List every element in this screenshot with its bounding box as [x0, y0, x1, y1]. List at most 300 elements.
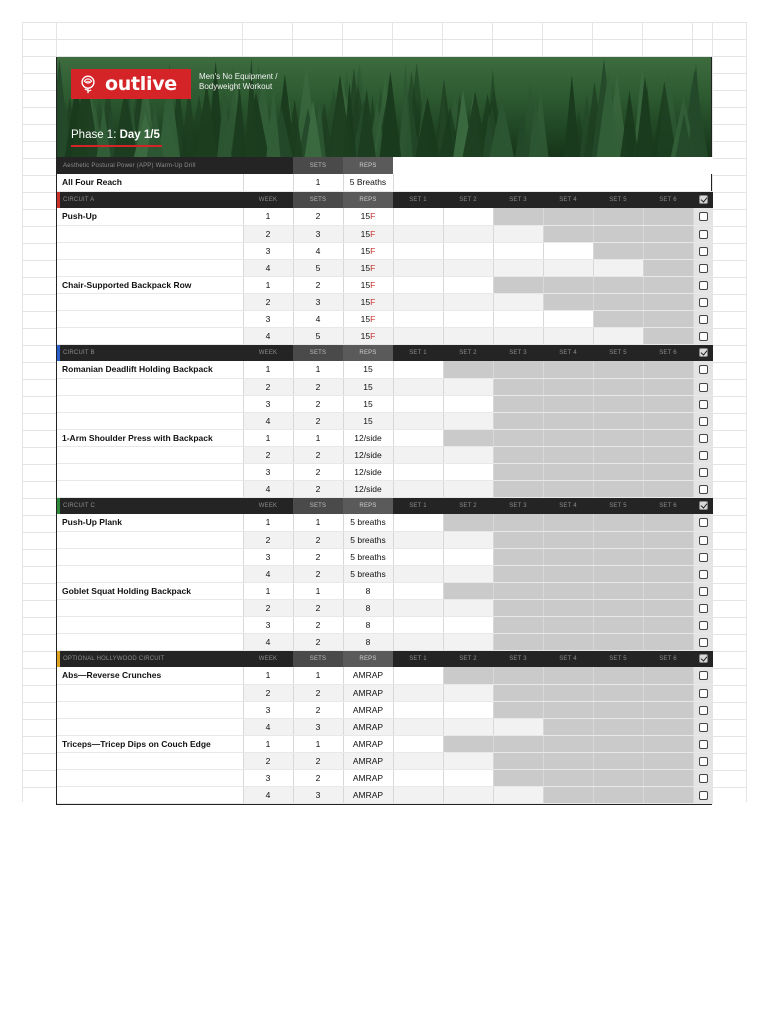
week-value: 2 — [243, 752, 293, 769]
set-6-input-cell[interactable] — [643, 327, 693, 344]
exercise-name: Goblet Squat Holding Backpack — [57, 582, 243, 599]
reps-suffix: F — [370, 330, 376, 341]
set-1-input-cell[interactable] — [393, 701, 443, 718]
row-complete-checkbox[interactable] — [699, 281, 708, 290]
set-6-column-header: SET 6 — [643, 650, 693, 667]
set-1-input-cell[interactable] — [393, 361, 443, 378]
reps-value — [343, 463, 393, 480]
set-3-input-cell[interactable] — [493, 531, 543, 548]
set-1-input-cell[interactable] — [393, 531, 443, 548]
set-1-input-cell[interactable] — [393, 259, 443, 276]
reps-number: 15 — [363, 364, 373, 375]
row-complete-checkbox[interactable] — [699, 212, 708, 221]
set-5-input-cell[interactable] — [593, 208, 643, 225]
set-3-input-cell[interactable] — [493, 242, 543, 259]
exercise-row — [57, 514, 713, 531]
set-6-input-cell[interactable] — [643, 208, 693, 225]
set-4-input-cell[interactable] — [543, 327, 593, 344]
sets-column-header: SETS — [293, 344, 343, 361]
set-2-input-cell[interactable] — [443, 293, 493, 310]
set-6-input-cell[interactable] — [643, 735, 693, 752]
row-complete-checkbox[interactable] — [699, 774, 708, 783]
set-3-input-cell[interactable] — [493, 616, 543, 633]
row-complete-checkbox[interactable] — [699, 671, 708, 680]
reps-number: 12/side — [354, 449, 382, 460]
set-2-input-cell[interactable] — [443, 684, 493, 701]
reps-value — [343, 293, 393, 310]
set-3-input-cell[interactable] — [493, 293, 543, 310]
set-3-input-cell[interactable] — [493, 769, 543, 786]
reps-number: 15 — [360, 296, 371, 307]
set-2-input-cell[interactable] — [443, 463, 493, 480]
row-complete-checkbox[interactable] — [699, 587, 708, 596]
exercise-name: Abs—Reverse Crunches — [57, 667, 243, 684]
sets-value: 1 — [293, 667, 343, 684]
reps-number: 12/side — [354, 466, 382, 477]
set-5-input-cell[interactable] — [593, 735, 643, 752]
set-4-input-cell[interactable] — [543, 633, 593, 650]
set-5-input-cell[interactable] — [593, 633, 643, 650]
set-3-input-cell[interactable] — [493, 599, 543, 616]
reps-number: 15 — [363, 415, 373, 426]
set-6-input-cell[interactable] — [643, 446, 693, 463]
reps-number: 15 — [360, 228, 371, 239]
set-5-input-cell[interactable] — [593, 463, 643, 480]
set-1-input-cell[interactable] — [393, 599, 443, 616]
set-5-input-cell[interactable] — [593, 786, 643, 803]
week-value: 3 — [243, 463, 293, 480]
set-6-input-cell[interactable] — [643, 752, 693, 769]
set-4-input-cell[interactable] — [543, 446, 593, 463]
set-3-input-cell[interactable] — [493, 361, 543, 378]
set-5-input-cell[interactable] — [593, 752, 643, 769]
set-1-input-cell[interactable] — [393, 684, 443, 701]
set-3-input-cell[interactable] — [493, 718, 543, 735]
set-2-input-cell[interactable] — [443, 769, 493, 786]
set-3-input-cell[interactable] — [493, 327, 543, 344]
set-6-input-cell[interactable] — [643, 599, 693, 616]
set-2-input-cell[interactable] — [443, 429, 493, 446]
set-3-input-cell[interactable] — [493, 225, 543, 242]
set-6-input-cell[interactable] — [643, 259, 693, 276]
set-1-input-cell[interactable] — [393, 463, 443, 480]
set-2-input-cell[interactable] — [443, 633, 493, 650]
exercise-name-cell — [57, 395, 243, 412]
set-2-input-cell[interactable] — [443, 701, 493, 718]
set-4-input-cell[interactable] — [543, 208, 593, 225]
set-5-input-cell[interactable] — [593, 293, 643, 310]
set-2-input-cell[interactable] — [443, 786, 493, 803]
exercise-row — [57, 293, 713, 310]
set-5-input-cell[interactable] — [593, 684, 643, 701]
exercise-row — [57, 463, 713, 480]
set-2-input-cell[interactable] — [443, 752, 493, 769]
set-4-input-cell[interactable] — [543, 616, 593, 633]
set-1-column-header: SET 1 — [393, 650, 443, 667]
warmup-sets-header: SETS — [293, 157, 343, 174]
set-1-input-cell[interactable] — [393, 769, 443, 786]
row-complete-checkbox[interactable] — [699, 723, 708, 732]
set-4-input-cell[interactable] — [543, 276, 593, 293]
set-1-input-cell[interactable] — [393, 242, 443, 259]
row-complete-checkbox[interactable] — [699, 383, 708, 392]
set-4-input-cell[interactable] — [543, 718, 593, 735]
exercise-row — [57, 667, 713, 684]
set-5-input-cell[interactable] — [593, 378, 643, 395]
set-5-input-cell[interactable] — [593, 531, 643, 548]
set-5-input-cell[interactable] — [593, 514, 643, 531]
set-1-input-cell[interactable] — [393, 786, 443, 803]
set-1-input-cell[interactable] — [393, 548, 443, 565]
set-2-input-cell[interactable] — [443, 225, 493, 242]
set-4-input-cell[interactable] — [543, 293, 593, 310]
set-6-input-cell[interactable] — [643, 633, 693, 650]
set-3-input-cell[interactable] — [493, 395, 543, 412]
row-complete-checkbox[interactable] — [699, 518, 708, 527]
set-6-input-cell[interactable] — [643, 616, 693, 633]
exercise-row — [57, 378, 713, 395]
set-5-input-cell[interactable] — [593, 446, 643, 463]
set-2-input-cell[interactable] — [443, 514, 493, 531]
set-3-input-cell[interactable] — [493, 582, 543, 599]
set-3-input-cell[interactable] — [493, 463, 543, 480]
row-complete-checkbox[interactable] — [699, 264, 708, 273]
set-4-input-cell[interactable] — [543, 548, 593, 565]
set-2-input-cell[interactable] — [443, 208, 493, 225]
set-4-input-cell[interactable] — [543, 786, 593, 803]
set-1-input-cell[interactable] — [393, 752, 443, 769]
row-complete-checkbox[interactable] — [699, 791, 708, 800]
set-1-input-cell[interactable] — [393, 718, 443, 735]
sets-value: 3 — [293, 718, 343, 735]
set-4-input-cell[interactable] — [543, 735, 593, 752]
set-2-input-cell[interactable] — [443, 548, 493, 565]
set-1-input-cell[interactable] — [393, 667, 443, 684]
set-5-input-cell[interactable] — [593, 582, 643, 599]
set-3-input-cell[interactable] — [493, 786, 543, 803]
week-value: 4 — [243, 718, 293, 735]
set-1-input-cell[interactable] — [393, 616, 443, 633]
set-1-input-cell[interactable] — [393, 225, 443, 242]
row-complete-checkbox[interactable] — [699, 638, 708, 647]
week-value: 2 — [243, 531, 293, 548]
exercise-row — [57, 616, 713, 633]
set-3-input-cell[interactable] — [493, 667, 543, 684]
set-2-input-cell[interactable] — [443, 412, 493, 429]
set-5-input-cell[interactable] — [593, 225, 643, 242]
set-5-input-cell[interactable] — [593, 327, 643, 344]
circuit-header-row — [57, 344, 713, 361]
row-complete-checkbox[interactable] — [699, 757, 708, 766]
set-4-input-cell[interactable] — [543, 480, 593, 497]
set-5-input-cell[interactable] — [593, 548, 643, 565]
set-4-input-cell[interactable] — [543, 225, 593, 242]
set-6-input-cell[interactable] — [643, 667, 693, 684]
set-2-input-cell[interactable] — [443, 378, 493, 395]
reps-value — [343, 225, 393, 242]
row-complete-checkbox[interactable] — [699, 315, 708, 324]
set-5-input-cell[interactable] — [593, 259, 643, 276]
set-5-input-cell[interactable] — [593, 310, 643, 327]
week-value: 2 — [243, 684, 293, 701]
set-4-input-cell[interactable] — [543, 361, 593, 378]
sets-value: 2 — [293, 565, 343, 582]
week-value: 1 — [243, 208, 293, 225]
set-4-input-cell[interactable] — [543, 242, 593, 259]
set-1-column-header: SET 1 — [393, 191, 443, 208]
set-5-input-cell[interactable] — [593, 565, 643, 582]
row-complete-checkbox[interactable] — [699, 689, 708, 698]
set-5-column-header: SET 5 — [593, 191, 643, 208]
sets-value: 2 — [293, 769, 343, 786]
set-6-input-cell[interactable] — [643, 718, 693, 735]
set-2-input-cell[interactable] — [443, 565, 493, 582]
circuit-complete-checkbox[interactable] — [699, 654, 708, 663]
sets-value: 1 — [293, 361, 343, 378]
circuit-complete-checkbox[interactable] — [699, 348, 708, 357]
set-4-input-cell[interactable] — [543, 310, 593, 327]
set-3-input-cell[interactable] — [493, 684, 543, 701]
set-6-input-cell[interactable] — [643, 582, 693, 599]
set-1-input-cell[interactable] — [393, 582, 443, 599]
set-3-input-cell[interactable] — [493, 480, 543, 497]
exercise-row — [57, 208, 713, 225]
set-6-input-cell[interactable] — [643, 480, 693, 497]
set-6-input-cell[interactable] — [643, 310, 693, 327]
exercise-name-cell — [57, 463, 243, 480]
reps-value — [343, 752, 393, 769]
set-6-input-cell[interactable] — [643, 242, 693, 259]
set-2-input-cell[interactable] — [443, 310, 493, 327]
sets-value: 5 — [293, 259, 343, 276]
row-complete-checkbox[interactable] — [699, 417, 708, 426]
exercise-row — [57, 531, 713, 548]
set-3-input-cell[interactable] — [493, 565, 543, 582]
set-6-input-cell[interactable] — [643, 565, 693, 582]
set-3-input-cell[interactable] — [493, 514, 543, 531]
set-6-input-cell[interactable] — [643, 361, 693, 378]
set-6-input-cell[interactable] — [643, 378, 693, 395]
set-4-input-cell[interactable] — [543, 752, 593, 769]
set-3-input-cell[interactable] — [493, 429, 543, 446]
set-6-input-cell[interactable] — [643, 429, 693, 446]
set-5-input-cell[interactable] — [593, 667, 643, 684]
set-2-input-cell[interactable] — [443, 446, 493, 463]
sets-value: 4 — [293, 242, 343, 259]
set-1-input-cell[interactable] — [393, 208, 443, 225]
set-4-input-cell[interactable] — [543, 395, 593, 412]
set-4-input-cell[interactable] — [543, 412, 593, 429]
set-6-input-cell[interactable] — [643, 293, 693, 310]
set-2-input-cell[interactable] — [443, 599, 493, 616]
set-1-input-cell[interactable] — [393, 327, 443, 344]
set-3-input-cell[interactable] — [493, 633, 543, 650]
sets-value: 2 — [293, 616, 343, 633]
set-2-input-cell[interactable] — [443, 480, 493, 497]
set-6-input-cell[interactable] — [643, 395, 693, 412]
reps-value — [343, 582, 393, 599]
sets-value: 2 — [293, 548, 343, 565]
set-5-input-cell[interactable] — [593, 599, 643, 616]
set-1-input-cell[interactable] — [393, 514, 443, 531]
reps-number: 8 — [365, 602, 371, 613]
set-5-column-header: SET 5 — [593, 497, 643, 514]
set-2-input-cell[interactable] — [443, 582, 493, 599]
row-complete-checkbox[interactable] — [699, 485, 708, 494]
warmup-exercise-name: All Four Reach — [57, 174, 243, 191]
set-2-input-cell[interactable] — [443, 361, 493, 378]
set-3-input-cell[interactable] — [493, 412, 543, 429]
row-complete-checkbox[interactable] — [699, 400, 708, 409]
row-complete-checkbox[interactable] — [699, 332, 708, 341]
set-4-input-cell[interactable] — [543, 599, 593, 616]
circuit-name — [57, 191, 243, 208]
set-6-input-cell[interactable] — [643, 531, 693, 548]
set-5-input-cell[interactable] — [593, 276, 643, 293]
row-complete-checkbox[interactable] — [699, 365, 708, 374]
set-1-input-cell[interactable] — [393, 378, 443, 395]
set-1-input-cell[interactable] — [393, 565, 443, 582]
reps-value — [343, 633, 393, 650]
set-5-input-cell[interactable] — [593, 718, 643, 735]
set-6-input-cell[interactable] — [643, 786, 693, 803]
row-complete-checkbox[interactable] — [699, 604, 708, 613]
set-2-input-cell[interactable] — [443, 616, 493, 633]
set-1-input-cell[interactable] — [393, 446, 443, 463]
reps-number: 12/side — [354, 432, 382, 443]
exercise-name-cell — [57, 412, 243, 429]
reps-value — [343, 735, 393, 752]
set-1-input-cell[interactable] — [393, 293, 443, 310]
set-4-input-cell[interactable] — [543, 565, 593, 582]
set-5-input-cell[interactable] — [593, 242, 643, 259]
set-3-input-cell[interactable] — [493, 446, 543, 463]
warmup-reps-value: 5 Breaths — [343, 174, 393, 191]
set-4-input-cell[interactable] — [543, 684, 593, 701]
set-6-column-header: SET 6 — [643, 344, 693, 361]
set-1-input-cell[interactable] — [393, 429, 443, 446]
set-6-input-cell[interactable] — [643, 463, 693, 480]
set-2-input-cell[interactable] — [443, 259, 493, 276]
set-4-input-cell[interactable] — [543, 701, 593, 718]
circuit-complete-checkbox[interactable] — [699, 195, 708, 204]
set-5-input-cell[interactable] — [593, 480, 643, 497]
set-1-input-cell[interactable] — [393, 276, 443, 293]
circuit-name-label: CIRCUIT C — [63, 502, 96, 509]
set-2-column-header: SET 2 — [443, 650, 493, 667]
set-1-input-cell[interactable] — [393, 735, 443, 752]
row-complete-checkbox[interactable] — [699, 230, 708, 239]
set-6-input-cell[interactable] — [643, 276, 693, 293]
set-2-input-cell[interactable] — [443, 395, 493, 412]
exercise-row — [57, 599, 713, 616]
reps-number: 12/side — [354, 483, 382, 494]
row-complete-checkbox[interactable] — [699, 706, 708, 715]
set-2-input-cell[interactable] — [443, 667, 493, 684]
set-4-input-cell[interactable] — [543, 429, 593, 446]
week-column-header: WEEK — [243, 191, 293, 208]
circuit-complete-checkbox[interactable] — [699, 501, 708, 510]
set-1-input-cell[interactable] — [393, 310, 443, 327]
week-value: 1 — [243, 514, 293, 531]
set-5-input-cell[interactable] — [593, 361, 643, 378]
set-4-input-cell[interactable] — [543, 378, 593, 395]
reps-number: 15 — [360, 313, 371, 324]
row-complete-checkbox[interactable] — [699, 451, 708, 460]
set-5-input-cell[interactable] — [593, 616, 643, 633]
row-complete-checkbox[interactable] — [699, 570, 708, 579]
set-2-input-cell[interactable] — [443, 735, 493, 752]
set-5-input-cell[interactable] — [593, 701, 643, 718]
set-1-input-cell[interactable] — [393, 412, 443, 429]
row-complete-checkbox[interactable] — [699, 468, 708, 477]
set-4-input-cell[interactable] — [543, 514, 593, 531]
reps-number: AMRAP — [352, 704, 384, 715]
exercise-name-cell — [57, 293, 243, 310]
set-6-input-cell[interactable] — [643, 412, 693, 429]
set-6-input-cell[interactable] — [643, 514, 693, 531]
set-3-input-cell[interactable] — [493, 310, 543, 327]
set-2-input-cell[interactable] — [443, 531, 493, 548]
row-complete-checkbox[interactable] — [699, 553, 708, 562]
set-4-input-cell[interactable] — [543, 769, 593, 786]
set-2-input-cell[interactable] — [443, 327, 493, 344]
set-1-input-cell[interactable] — [393, 633, 443, 650]
row-complete-checkbox[interactable] — [699, 536, 708, 545]
exercise-row — [57, 684, 713, 701]
set-4-input-cell[interactable] — [543, 463, 593, 480]
header-banner — [57, 57, 711, 157]
exercise-name-cell — [57, 327, 243, 344]
set-5-input-cell[interactable] — [593, 769, 643, 786]
row-complete-checkbox[interactable] — [699, 621, 708, 630]
set-1-input-cell[interactable] — [393, 480, 443, 497]
set-6-input-cell[interactable] — [643, 684, 693, 701]
set-4-input-cell[interactable] — [543, 667, 593, 684]
set-3-input-cell[interactable] — [493, 548, 543, 565]
set-6-input-cell[interactable] — [643, 701, 693, 718]
reps-number: 15 — [360, 245, 371, 256]
set-2-input-cell[interactable] — [443, 242, 493, 259]
set-5-input-cell[interactable] — [593, 412, 643, 429]
set-3-input-cell[interactable] — [493, 276, 543, 293]
set-4-input-cell[interactable] — [543, 531, 593, 548]
set-2-input-cell[interactable] — [443, 276, 493, 293]
set-3-input-cell[interactable] — [493, 378, 543, 395]
set-5-input-cell[interactable] — [593, 395, 643, 412]
set-4-input-cell[interactable] — [543, 259, 593, 276]
row-complete-checkbox[interactable] — [699, 247, 708, 256]
row-complete-checkbox[interactable] — [699, 740, 708, 749]
row-complete-checkbox[interactable] — [699, 434, 708, 443]
set-6-input-cell[interactable] — [643, 769, 693, 786]
set-3-input-cell[interactable] — [493, 208, 543, 225]
set-2-input-cell[interactable] — [443, 718, 493, 735]
week-value: 3 — [243, 769, 293, 786]
set-5-input-cell[interactable] — [593, 429, 643, 446]
set-6-input-cell[interactable] — [643, 225, 693, 242]
set-3-input-cell[interactable] — [493, 735, 543, 752]
set-3-input-cell[interactable] — [493, 752, 543, 769]
row-complete-checkbox[interactable] — [699, 298, 708, 307]
exercise-name-cell — [57, 565, 243, 582]
set-3-input-cell[interactable] — [493, 701, 543, 718]
set-4-input-cell[interactable] — [543, 582, 593, 599]
sets-value: 1 — [293, 735, 343, 752]
set-1-input-cell[interactable] — [393, 395, 443, 412]
set-3-input-cell[interactable] — [493, 259, 543, 276]
set-6-input-cell[interactable] — [643, 548, 693, 565]
